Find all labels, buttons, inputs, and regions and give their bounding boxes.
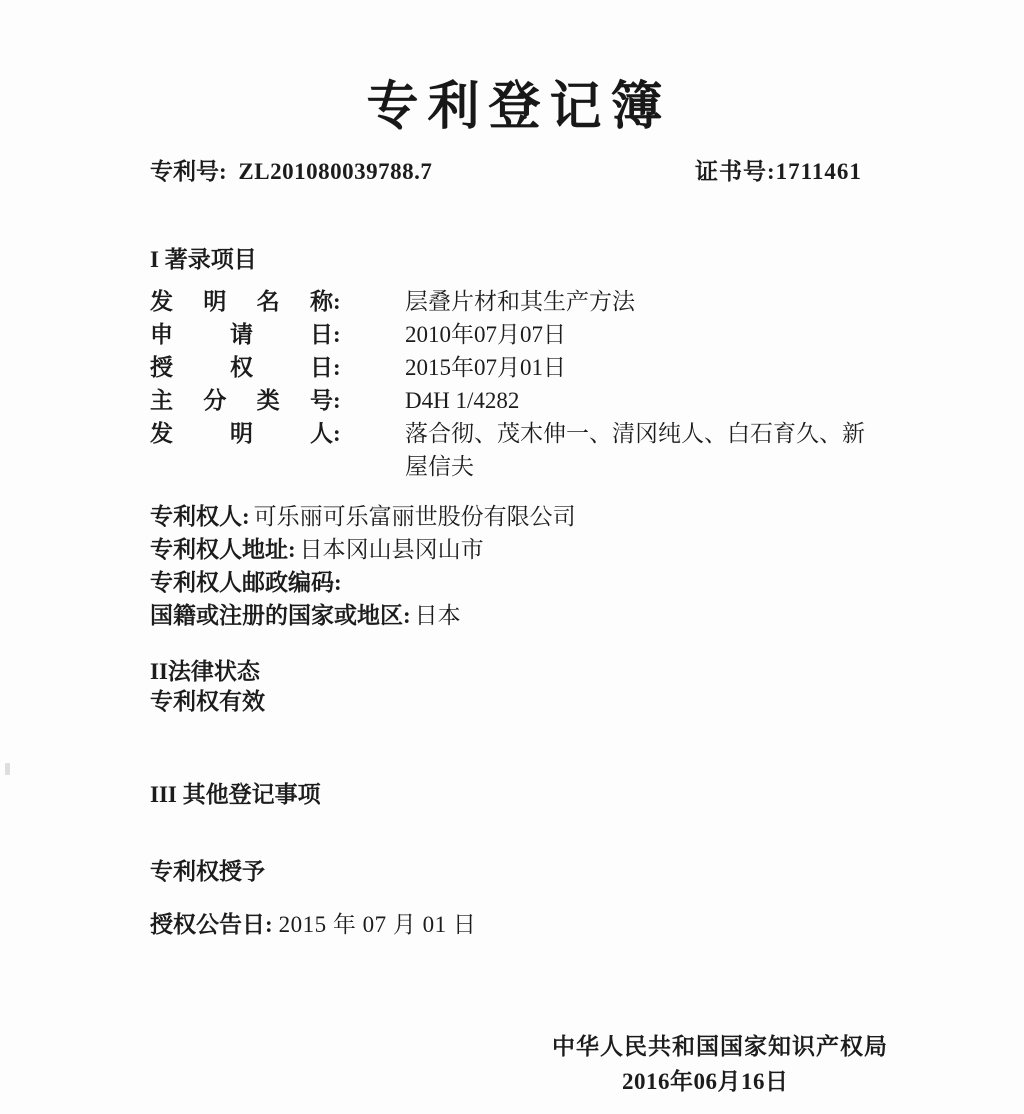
field-label: 发明名称	[150, 289, 333, 314]
field-label: 主分类号	[150, 388, 333, 413]
field-value: 2010年07月07日	[405, 322, 566, 347]
field-label: 申请日	[150, 322, 333, 347]
patentee-address-label: 专利权人地址:	[150, 537, 296, 562]
patentee-postcode-line	[150, 566, 576, 599]
grant-announcement-line	[150, 908, 476, 941]
field-label: 授权日	[150, 355, 333, 380]
field-row-main-class	[150, 384, 890, 417]
scan-artifact-speck	[5, 763, 10, 775]
colon: :	[333, 388, 341, 413]
field-value: 落合彻、茂木伸一、清冈纯人、白石育久、新屋信夫	[405, 421, 865, 479]
section3-heading: III 其他登记事项	[150, 782, 321, 807]
issuing-authority: 中华人民共和国国家知识产权局	[552, 1034, 888, 1059]
patentee-label: 专利权人:	[150, 504, 250, 529]
colon: :	[333, 421, 341, 446]
nationality-line	[150, 599, 576, 632]
patentee-address-value: 日本冈山县冈山市	[299, 537, 484, 562]
patent-number-value: ZL201080039788.7	[238, 159, 433, 184]
patentee-value: 可乐丽可乐富丽世股份有限公司	[253, 504, 576, 529]
patentee-line	[150, 500, 576, 533]
nationality-value: 日本	[414, 603, 461, 628]
grant-title: 专利权授予	[150, 859, 265, 884]
document-title: 专利登记簿	[366, 79, 672, 136]
field-row-inventors	[150, 417, 890, 479]
colon: :	[333, 289, 341, 314]
field-row-grant-date	[150, 351, 890, 384]
section2-heading: II法律状态	[150, 659, 260, 684]
section1-heading: I 著录项目	[150, 247, 257, 272]
legal-status-value: 专利权有效	[150, 689, 265, 714]
field-value: 2015年07月01日	[405, 355, 566, 380]
patentee-address-line	[150, 533, 576, 566]
patentee-postcode-label: 专利权人邮政编码:	[150, 570, 342, 595]
colon: :	[333, 355, 341, 380]
issue-date: 2016年06月16日	[622, 1069, 789, 1094]
certificate-number	[695, 155, 862, 188]
field-row-filing-date	[150, 318, 890, 351]
grant-announcement-value: 2015 年 07 月 01 日	[278, 912, 477, 937]
field-value: 层叠片材和其生产方法	[405, 289, 635, 314]
grant-announcement-label: 授权公告日:	[150, 912, 273, 937]
colon: :	[333, 322, 341, 347]
patent-number	[150, 155, 432, 188]
nationality-label: 国籍或注册的国家或地区:	[150, 603, 411, 628]
patentee-block	[150, 500, 576, 632]
field-label: 发明人	[150, 421, 333, 446]
patent-number-label: 专利号:	[150, 159, 227, 184]
field-row-invention-name	[150, 285, 890, 318]
field-value: D4H 1/4282	[405, 388, 520, 413]
number-line	[0, 155, 1024, 189]
certificate-number-label: 证书号:	[695, 159, 776, 184]
certificate-number-value: 1711461	[775, 159, 862, 184]
